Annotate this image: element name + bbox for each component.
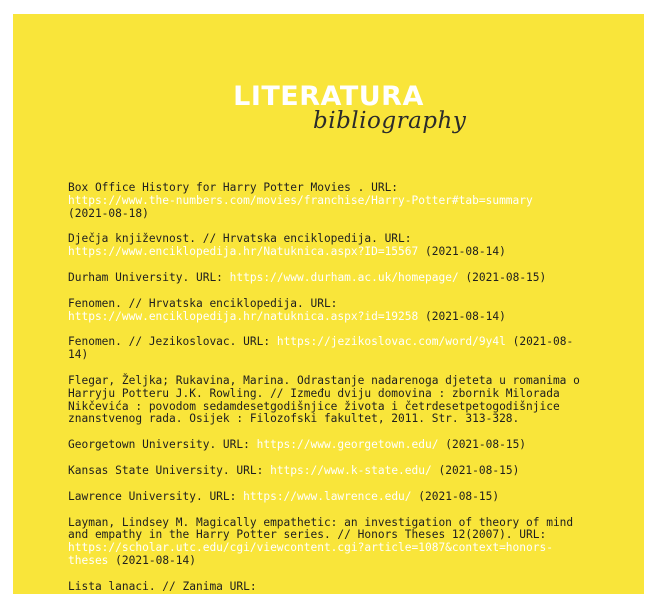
entry-url-link[interactable]: https://www.enciklopedija.hr/Natuknica.aspx?ID=15567 (68, 245, 419, 259)
entry-access-date: (2021-08-15) (438, 463, 520, 477)
entry-access-date: (2021-08-15) (465, 270, 547, 284)
bibliography-list (68, 182, 588, 594)
entry-text: Fenomen. // Hrvatska enciklopedija. URL: (68, 296, 338, 310)
entry-text: Kansas State University. URL: (68, 463, 264, 477)
bibliography-entry (68, 375, 588, 426)
entry-url-link[interactable]: https://scholar.utc.edu/cgi/viewcontent.cgi?article=1087&context=honors-theses (68, 541, 553, 567)
entry-text: Fenomen. // Jezikoslovac. URL: (68, 335, 271, 349)
bibliography-entry (68, 272, 588, 285)
entry-text: Layman, Lindsey M. Magically empathetic: an investigation of theory of mind and empathy in the Harry Potter series. // Honors Theses 12(2007). URL: (68, 515, 574, 542)
bibliography-entry (68, 182, 588, 220)
entry-access-date: (2021-08-15) (418, 489, 500, 503)
entry-access-date: (2021-08-14) (68, 335, 574, 362)
entry-url-link[interactable]: https://www.the-numbers.com/movies/franchise/Harry-Potter#tab=summary (68, 193, 533, 207)
page-title: LITERATURA (233, 81, 424, 112)
bibliography-entry (68, 581, 588, 594)
bibliography-entry (68, 336, 588, 362)
page-subtitle: bibliography (313, 108, 467, 134)
entry-text: Lista lanaci. // Zanima URL: (68, 579, 257, 593)
entry-url-link[interactable]: https://www.durham.ac.uk/homepage/ (229, 270, 459, 284)
entry-text: Lawrence University. URL: (68, 489, 237, 503)
entry-url-link[interactable]: https://www.enciklopedija.hr/natuknica.aspx?id=19258 (68, 309, 419, 323)
entry-text: Flegar, Željka; Rukavina, Marina. Odrastanje nadarenoga djeteta u romanima o Harryju Potteru J.K. Rowling. // Između dviju domovina : zbornik Milorada Nikčevića : povodom sedamdesetgodišnjice života i četrdesetpetogodišnjice znanstvenog rada. Osijek : Filozofski fakultet, 2011. Str. 313-328. (68, 373, 580, 426)
entry-access-date: (2021-08-14) (425, 309, 506, 323)
entry-url-link[interactable]: https://www.lawrence.edu/ (243, 489, 412, 503)
bibliography-entry (68, 465, 588, 478)
entry-url-link[interactable]: https://jezikoslovac.com/word/9y4l (276, 335, 506, 349)
entry-access-date: (2021-08-15) (445, 438, 527, 452)
entry-text: Box Office History for Harry Potter Movies . URL: (68, 181, 399, 194)
entry-text: Durham University. URL: (68, 270, 223, 284)
entry-text: Dječja književnost. // Hrvatska enciklopedija. URL: (68, 232, 412, 246)
bibliography-entry (68, 491, 588, 504)
entry-access-date: (2021-08-14) (115, 553, 196, 567)
bibliography-page (13, 14, 644, 594)
bibliography-entry (68, 517, 588, 568)
bibliography-entry (68, 439, 588, 452)
entry-text: Georgetown University. URL: (68, 438, 250, 452)
bibliography-entry (68, 298, 588, 324)
bibliography-entry (68, 233, 588, 259)
entry-url-link[interactable]: https://www.k-state.edu/ (270, 463, 432, 477)
entry-access-date: (2021-08-14) (425, 245, 506, 259)
entry-access-date: (2021-08-18) (68, 206, 149, 220)
entry-url-link[interactable]: https://www.georgetown.edu/ (256, 438, 439, 452)
